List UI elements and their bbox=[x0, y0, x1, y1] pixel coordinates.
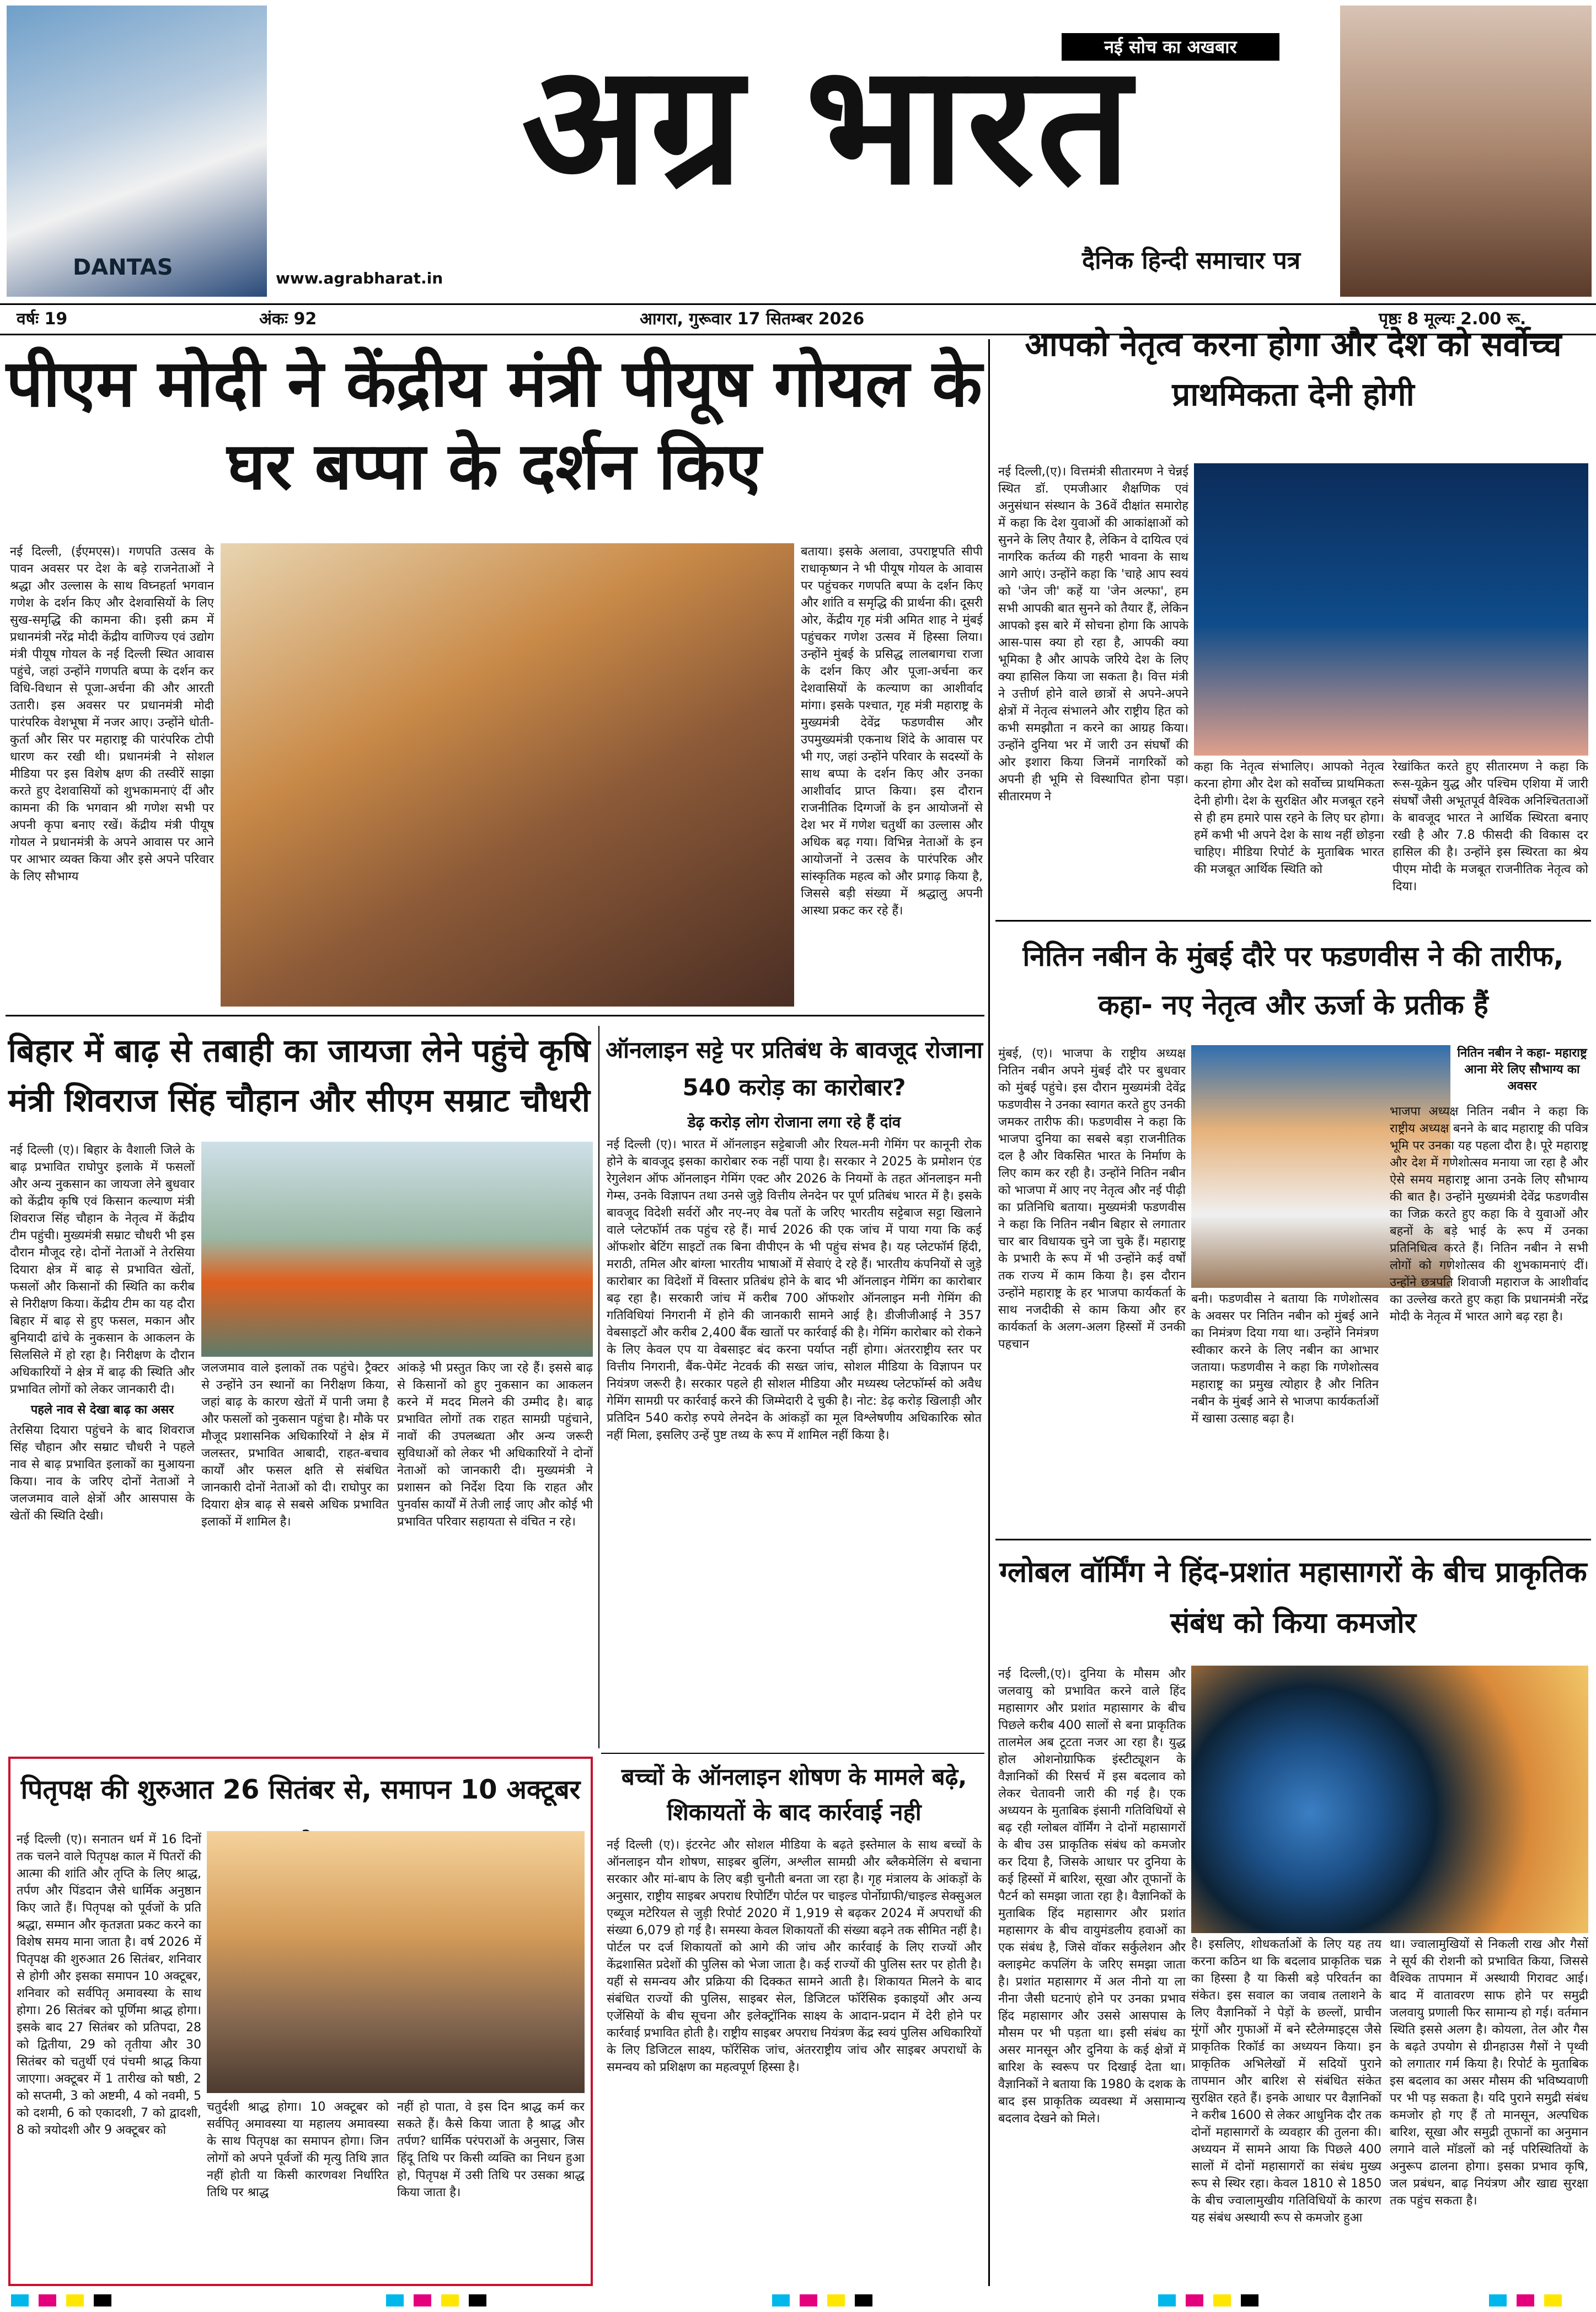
reg-mark-cyan-5 bbox=[1489, 2294, 1507, 2306]
story8-col1: नई दिल्ली,(ए)। दुनिया के मौसम और जलवायु को प्रभावित करने वाले हिंद महासागर और प्रशांत महासागर के बीच पिछले करीब 400 सालों से बना प्राकृतिक तालमेल अब टूटता नजर आ रहा है। युद्ध होल ओशनोग्राफिक इंस्टीट्यूशन के वैज्ञानिकों की रिसर्च में इस बदलाव को लेकर चेतावनी जारी की गई है। एक अध्ययन के मुताबिक इंसानी गतिविधियों से बढ़ रही ग्लोबल वॉर्मिंग ने दोनों महासागरों के बीच उस प्राकृतिक संबंध को कमजोर कर दिया है, जिसके आधार पर दुनिया के कई हिस्सों में बारिश, सूखा और तूफानों के पैटर्न को समझा जाता रहा है। वैज्ञानिकों के मुताबिक हिंद महासागर और प्रशांत महासागर के बीच वायुमंडलीय हवाओं का एक संबंध है, जिसे वॉकर सर्कुलेशन और क्लाइमेट कपलिंग के जरिए समझा जाता है। प्रशांत महासागर में अल नीनो या ला नीना जैसी घटनाएं होने पर उनका प्रभाव हिंद महासागर और उससे आसपास के मौसम पर भी पड़ता था। इसी संबंध का असर मानसून और दुनिया के कई क्षेत्रों में बारिश के स्वरूप पर दिखाई देता था। वैज्ञानिकों ने बताया कि 1980 के दशक के बाद इस प्राकृतिक व्यवस्था में असामान्य बदलाव देखने को मिले। bbox=[998, 1667, 1186, 2126]
story7-col2: चतुर्दशी श्राद्ध होगा। 10 अक्टूबर को सर्वपितृ अमावस्या या महालय अमावस्या के साथ पितृपक्ष का समापन होगा। जिन लोगों को अपने पूर्वजों की मृत्यु तिथि ज्ञात नहीं होती या किसी कारणवश निर्धारित तिथि पर श्राद्ध bbox=[207, 2100, 389, 2199]
story6-body: नई दिल्ली (ए)। इंटरनेट और सोशल मीडिया के बढ़ते इस्तेमाल के साथ बच्चों के ऑनलाइन यौन शोषण, साइबर बुलिंग, अश्लील सामग्री और ब्लैकमेलिंग से बचाना सरकार और मां-बाप के लिए बड़ी चुनौती बनता जा रहा है। गृह मंत्रालय के आंकड़ों के अनुसार, राष्ट्रीय साइबर अपराध रिपोर्टिंग पोर्टल पर चाइल्ड पोर्नोग्राफी/चाइल्ड सेक्सुअल एब्यूज मटेरियल से जुड़ी रिपोर्ट 2020 में 1,919 से बढ़कर 2024 में अपराधों की संख्या 6,079 हो गई है। समस्या केवल शिकायतों की संख्या बढ़ने तक सीमित नहीं है। पोर्टल पर दर्ज शिकायतों को आगे की जांच और कार्रवाई के लिए राज्यों और केंद्रशासित प्रदेशों की पुलिस को भेजा जाता है। कई राज्यों की पुलिस स्तर पर होती है। यहीं से समन्वय और प्रक्रिया की दिक्कत सामने आती है। शिकायत मिलने के बाद संबंधित राज्यों की पुलिस, साइबर सेल, डिजिटल फॉरेंसिक इकाइयों और अन्य एजेंसियों के बीच सूचना और इलेक्ट्रॉनिक साक्ष्य के आदान-प्रदान में देरी होने पर कार्रवाई प्रभावित होती है। राष्ट्रीय साइबर अपराध नियंत्रण केंद्र स्वयं पुलिस अधिकारियों के लिए डिजिटल साक्ष्य, फॉरेंसिक जांच, अंतरराष्ट्रीय जांच और साइबर अपराधों के समन्वय को प्रशिक्षण का महत्वपूर्ण हिस्सा है। bbox=[607, 1838, 982, 2074]
masthead-url[interactable]: www.agrabharat.in bbox=[276, 269, 443, 287]
reg-mark-magenta-2 bbox=[414, 2294, 431, 2306]
pages-price: पृष्ठः 8 मूल्यः 2.00 रू. bbox=[1379, 309, 1527, 329]
story3-bottom-rule bbox=[995, 1539, 1591, 1540]
story7-col1: नई दिल्ली (ए)। सनातन धर्म में 16 दिनों तक चलने वाले पितृपक्ष काल में पितरों की आत्मा की शांति और तृप्ति के लिए श्राद्ध, तर्पण और पिंडदान जैसे धार्मिक अनुष्ठान किए जाते हैं। पितृपक्ष को पूर्वजों के प्रति श्रद्धा, सम्मान और कृतज्ञता प्रकट करने का विशेष समय माना जाता है। वर्ष 2026 में पितृपक्ष की शुरुआत 26 सितंबर, शनिवार से होगी और इसका समापन 10 अक्टूबर, शनिवार को सर्वपितृ अमावस्या के साथ होगा। 26 सितंबर को पूर्णिमा श्राद्ध होगा। इसके बाद 27 सितंबर को प्रतिपदा, 28 को द्वितीया, 29 को तृतीया और 30 सितंबर को चतुर्थी एवं पंचमी श्राद्ध किया जाएगा। अक्टूबर में 1 तारीख को षष्ठी, 2 को सप्तमी, 3 को अष्टमी, 4 को नवमी, 5 को दशमी, 6 को एकादशी, 7 को द्वादशी, 8 को त्रयोदशी और 9 अक्टूबर को bbox=[17, 1833, 201, 2137]
reg-mark-black-2 bbox=[469, 2294, 486, 2306]
reg-mark-magenta-4 bbox=[1186, 2294, 1203, 2306]
reg-mark-yellow bbox=[66, 2294, 84, 2306]
year-label: वर्षः 19 bbox=[17, 309, 68, 329]
story6-top-rule bbox=[601, 1753, 984, 1754]
story4-headline: बिहार में बाढ़ से तबाही का जायजा लेने पहुंचे कृषि मंत्री शिवराज सिंह चौहान और सीएम सम्राट चौधरी bbox=[8, 1032, 591, 1119]
story4-col1 bbox=[10, 1142, 195, 1748]
story8-col2: है। इसलिए, शोधकर्ताओं के लिए यह तय करना कठिन था कि बदलाव प्राकृतिक चक्र का हिस्सा है या किसी बड़े परिवर्तन का संकेत। इस सवाल का जवाब तलाशने के लिए वैज्ञानिकों ने पेड़ों के छल्लों, प्राचीन मूंगों और गुफाओं में बने स्टैलेग्माइट्स जैसे प्राकृतिक रिकॉर्ड का अध्ययन किया। इन प्राकृतिक अभिलेखों में सदियों पुराने तापमान और बारिश से संबंधित संकेत सुरक्षित रहते हैं। इनके आधार पर वैज्ञानिकों ने करीब 1600 से लेकर आधुनिक दौर तक दोनों महासागरों के व्यवहार की तुलना की। अध्ययन में सामने आया कि पिछले 400 सालों में दोनों महासागरों का संबंध मुख्य रूप से स्थिर रहा। केवल 1810 से 1850 के बीच ज्वालामुखीय गतिविधियों के कारण यह संबंध अस्थायी रूप से कमजोर हुआ bbox=[1191, 1938, 1381, 2225]
story3-col3: भाजपा अध्यक्ष नितिन नबीन ने कहा कि राष्ट्रीय अध्यक्ष बनने के बाद महाराष्ट्र की पवित्र भूमि पर उनका यह पहला दौरा है। पूरे महाराष्ट्र और देश में गणेशोत्सव मनाया जा रहा है और ऐसे समय महाराष्ट्र आना उनके लिए सौभाग्य की बात है। उन्होंने मुख्यमंत्री देवेंद्र फडणवीस का जिक्र करते हुए कहा कि वे युवाओं और बहनों के बड़े भाई के रूप में उनका प्रतिनिधित्व करते हैं। नितिन नबीन ने सभी लोगों को गणेशोत्सव की शुभकामनाएं दीं। उन्होंने छत्रपति शिवाजी महाराज के आशीर्वाद का उल्लेख करते हुए कहा कि प्रधानमंत्री नरेंद्र मोदी के नेतृत्व में भारत आगे बढ़ रहा है। bbox=[1390, 1105, 1588, 1324]
story8-headline: ग्लोबल वॉर्मिंग ने हिंद-प्रशांत महासागरों के बीच प्राकृतिक संबंध को किया कमजोर bbox=[999, 1556, 1587, 1640]
column-divider bbox=[988, 339, 990, 2286]
reg-mark-magenta-3 bbox=[800, 2294, 817, 2306]
reg-mark-black bbox=[94, 2294, 111, 2306]
reg-mark-yellow-4 bbox=[1213, 2294, 1231, 2306]
story1-col3: बताया। इसके अलावा, उपराष्ट्रपति सीपी राधाकृष्णन ने भी पीयूष गोयल के आवास पर पहुंचकर गणपति बप्पा के दर्शन किए और शांति व समृद्धि की प्रार्थना की। दूसरी ओर, केंद्रीय गृह मंत्री अमित शाह ने मुंबई पहुंचकर गणेश उत्सव में हिस्सा लिया। उन्होंने मुंबई के प्रसिद्ध लालबागचा राजा के दर्शन किए और पूजा-अर्चना कर देशवासियों के कल्याण का आशीर्वाद मांगा। इसके पश्चात, गृह मंत्री महाराष्ट्र के मुख्यमंत्री देवेंद्र फडणवीस और उपमुख्यमंत्री एकनाथ शिंदे के आवास पर भी गए, जहां उन्होंने परिवार के सदस्यों के साथ बप्पा के दर्शन किए और उनका आशीर्वाद प्राप्त किया। इस दौरान राजनीतिक दिग्गजों के इन आयोजनों से देश भर में गणेश चतुर्थी का उल्लास और अधिक बढ़ गया। विभिन्न नेताओं के इन आयोजनों ने उत्सव के पारंपरिक और सांस्कृतिक महत्व को और प्रगाढ़ किया है, जिससे बड़ी संख्या में श्रद्धालु अपनी आस्था प्रकट कर रहे हैं। bbox=[801, 545, 983, 918]
story2-col3: रेखांकित करते हुए सीतारमण ने कहा कि रूस-यूक्रेन युद्ध और पश्चिम एशिया में जारी संघर्षों जैसी अभूतपूर्व वैश्विक अनिश्चितताओं के बावजूद भारत ने आर्थिक स्थिरता बनाए रखी है और 7.8 फीसदी की विकास दर हासिल की है। उन्होंने इस स्थिरता का श्रेय पीएम मोदी के मजबूत राजनीतिक नेतृत्व को दिया। bbox=[1393, 760, 1588, 893]
story1-bottom-rule bbox=[6, 1015, 984, 1016]
story4-col2: जलजमाव वाले इलाकों तक पहुंचे। ट्रैक्टर से उन्होंने उन स्थानों का निरीक्षण किया, जहां बाढ़ के कारण खेतों में पानी जमा है और फसलों को नुकसान पहुंचा है। मौके पर मौजूद प्रशासनिक अधिकारियों ने क्षेत्र में जलस्तर, प्रभावित आबादी, राहत-बचाव कार्यों और फसल क्षति से संबंधित जानकारी दोनों नेताओं को दी। राघोपुर का दियारा क्षेत्र बाढ़ से सबसे अधिक प्रभावित इलाकों में शामिल है। bbox=[201, 1361, 389, 1529]
masthead-left-photo bbox=[7, 6, 267, 297]
story1-headline: पीएम मोदी ने केंद्रीय मंत्री पीयूष गोयल के घर बप्पा के दर्शन किए bbox=[6, 345, 982, 504]
masthead-tagline: नई सोच का अखबार bbox=[1062, 33, 1279, 61]
reg-mark-black-3 bbox=[855, 2294, 872, 2306]
story2-col2: कहा कि नेतृत्व संभालिए। आपको नेतृत्व करना होगा और देश को सर्वोच्च प्राथमिकता देनी होगी। देश के सुरक्षित और मजबूत रहने से ही हम हमारे पास रहने के लिए घर होगा। हमें कभी भी अपने देश के साथ नहीं छोड़ना चाहिए। मीडिया रिपोर्ट के मुताबिक भारत की मजबूत आर्थिक स्थिति को bbox=[1194, 760, 1384, 876]
story6-headline: बच्चों के ऑनलाइन शोषण के मामले बढ़े, शिकायतों के बाद कार्रवाई नही bbox=[621, 1763, 967, 1826]
story3-col1: मुंबई, (ए)। भाजपा के राष्ट्रीय अध्यक्ष नितिन नबीन अपने मुंबई दौरे पर बुधवार को मुंबई पहुंचे। इस दौरान मुख्यमंत्री देवेंद्र फडणवीस ने उनका स्वागत करते हुए उनकी जमकर तारीफ की। फडणवीस ने कहा कि भाजपा दुनिया का सबसे बड़ा राजनीतिक दल है और विकसित भारत के निर्माण के लिए काम कर रही है। उन्होंने नितिन नबीन को भाजपा में आए नए नेतृत्व और नई पीढ़ी का प्रतिनिधि बताया। मुख्यमंत्री फडणवीस ने कहा कि नितिन नबीन बिहार से लगातार चार बार विधायक चुने जा चुके हैं। महाराष्ट्र के प्रभारी के रूप में भी उन्होंने कई वर्षों तक राज्य में काम किया है। इस दौरान उन्होंने महाराष्ट्र के हर भाजपा कार्यकर्ता के साथ नजदीकी से काम किया और हर कार्यकर्ता के अलग-अलग हिस्सों में उनकी पहचान bbox=[998, 1047, 1186, 1351]
story2-col1: नई दिल्ली,(ए)। वित्तमंत्री सीतारमण ने चेन्नई स्थित डॉ. एमजीआर शैक्षणिक एवं अनुसंधान संस्थान के 36वें दीक्षांत समारोह में कहा कि देश युवाओं की आकांक्षाओं को सुनने के लिए तैयार है, लेकिन वे दायित्व एवं नागरिक कर्तव्य की गहरी भावना के साथ आगे आएं। उन्होंने कहा कि 'चाहे आप स्वयं को 'जेन जी' कहें या 'जेन अल्फा', हम सभी आपकी बात सुनने को तैयार हैं, लेकिन आपको इस बारे में सोचना होगा कि आपके आस-पास क्या हो रहा है, आपकी क्या भूमिका है और आपके जरिये देश के लिए क्या हासिल किया जा सकता है। वित्त मंत्री ने उत्तीर्ण होने वाले छात्रों से अपने-अपने क्षेत्रों में नेतृत्व संभालने और राष्ट्रीय हित को कभी समझौता न करने का आग्रह किया। उन्होंने दुनिया भर में जारी उन संघर्षों की ओर इशारा किया जिनमें नागरिकों को अपनी ही भूमि से विस्थापित होना पड़ा। सीतारमण ने bbox=[998, 465, 1188, 804]
issue-label: अंकः 92 bbox=[259, 309, 317, 329]
dateline: आगरा, गुरूवार 17 सितम्बर 2026 bbox=[640, 309, 865, 329]
reg-mark-magenta-5 bbox=[1517, 2294, 1534, 2306]
story4-photo bbox=[201, 1142, 593, 1357]
story5-left-rule bbox=[598, 1026, 599, 1748]
story5-subhead: डेढ़ करोड़ लोग रोजाना लगा रहे हैं दांव bbox=[687, 1113, 901, 1131]
reg-mark-yellow-5 bbox=[1544, 2294, 1562, 2306]
story1-col1: नई दिल्ली, (ईएमएस)। गणपति उत्सव के पावन अवसर पर देश के बड़े राजनेताओं ने श्रद्धा और उल्लास के साथ विघ्नहर्ता भगवान गणेश के दर्शन किए और देशवासियों के लिए सुख-समृद्धि की कामना की। इसी क्रम में प्रधानमंत्री नरेंद्र मोदी केंद्रीय वाणिज्य एवं उद्योग मंत्री पीयूष गोयल के नई दिल्ली स्थित आवास पहुंचे, जहां उन्होंने गणपति बप्पा के दर्शन कर विधि-विधान से पूजा-अर्चना की और आरती उतारी। इस अवसर पर प्रधानमंत्री मोदी पारंपरिक वेशभूषा में नजर आए। उन्होंने धोती-कुर्ता और सिर पर महाराष्ट्र की पारंपरिक टोपी धारण कर रखी थी। प्रधानमंत्री ने सोशल मीडिया पर इस विशेष क्षण की तस्वीरें साझा करते हुए देशवासियों को शुभकामनाएं दीं और कामना की कि भगवान श्री गणेश सभी पर अपनी कृपा बनाए रखें। केंद्रीय मंत्री पीयूष गोयल ने प्रधानमंत्री के अपने आवास पर आने पर आभार व्यक्त किया और इसे अपने परिवार के लिए सौभाग्य bbox=[10, 545, 214, 884]
masthead-title: अग्र भारत bbox=[521, 26, 1133, 221]
reg-mark-cyan-4 bbox=[1158, 2294, 1176, 2306]
masthead-left-photo-caption: DANTAS bbox=[73, 255, 173, 280]
reg-mark-yellow-3 bbox=[827, 2294, 845, 2306]
reg-mark-cyan bbox=[11, 2294, 29, 2306]
story2-bottom-rule bbox=[995, 920, 1591, 922]
story5-body: नई दिल्ली (ए)। भारत में ऑनलाइन सट्टेबाजी और रियल-मनी गेमिंग पर कानूनी रोक होने के बावजूद इसका कारोबार रुक नहीं पाया है। सरकार ने 2025 के प्रमोशन एंड रेगुलेशन ऑफ ऑनलाइन गेमिंग एक्ट और 2026 के नियमों के तहत ऑनलाइन मनी गेम्स, उनके विज्ञापन तथा उनसे जुड़े वित्तीय लेनदेन पर पूर्ण प्रतिबंध भारत में है। इसके बावजूद विदेशी सर्वरों और नए-नए वेब पतों के जरिए भारतीय सट्टेबाज सट्टा खिलाने वाले प्लेटफॉर्म तक पहुंच रहे हैं। मार्च 2026 की एक जांच में पाया गया कि कई ऑफशोर बेटिंग साइटों तक बिना वीपीएन के भी पहुंच संभव है। यह प्लेटफॉर्म हिंदी, मराठी, तमिल और बांग्ला भारतीय भाषाओं में सेवाएं दे रहे हैं। भारतीय कंपनियों से जुड़े कारोबार का विदेशों में विस्तार प्रतिबंध होने के बाद भी ऑनलाइन गेमिंग का कारोबार बढ़ रहा है। सरकारी जांच में करीब 700 ऑफशोर ऑनलाइन मनी गेमिंग की गतिविधियां निगरानी में होने की जानकारी सामने आई है। डीजीजीआई ने 357 वेबसाइटों और करीब 2,400 बैंक खातों पर कार्रवाई की है। गेमिंग कारोबार को रोकने के लिए केवल एप या वेबसाइट बंद करना पर्याप्त नहीं होगा। अंतरराष्ट्रीय स्तर पर वित्तीय निगरानी, बैंक-पेमेंट नेटवर्क की सख्त जांच, सोशल मीडिया के विज्ञापन पर नियंत्रण जरूरी है। सरकार पहले ही सोशल मीडिया और मध्यस्थ प्लेटफॉर्म्स को अवैध गेमिंग सामग्री पर कार्रवाई करने की जिम्मेदारी दे चुकी है। नोट: डेढ़ करोड़ खिलाड़ी और प्रतिदिन 540 करोड़ रुपये लेनदेन के आंकड़ों का मूल विश्लेषणीय अधिकारिक स्रोत नहीं मिला, इसलिए उन्हें पुष्ट तथ्य के रूप में शामिल नहीं किया है। bbox=[607, 1138, 982, 1442]
story4-col3: आंकड़े भी प्रस्तुत किए जा रहे हैं। इससे बाढ़ से किसानों को हुए नुकसान का आकलन करने में मदद मिलने की उम्मीद है। बाढ़ प्रभावित लोगों तक राहत सामग्री पहुंचाने, नावों की उपलब्धता और अन्य जरूरी सुविधाओं को लेकर भी अधिकारियों ने दोनों नेताओं को जानकारी दी। मुख्यमंत्री ने प्रशासन को निर्देश दिया कि राहत और पुनर्वास कार्यों में तेजी लाई जाए और कोई भी प्रभावित परिवार सहायता से वंचित न रहे। bbox=[397, 1361, 593, 1529]
story2-headline: आपको नेतृत्व करना होगा और देश को सर्वोच्च प्राथमिकता देनी होगी bbox=[1025, 326, 1562, 413]
story4-col1b-text: तेरसिया दियारा पहुंचने के बाद शिवराज सिंह चौहान और सम्राट चौधरी ने पहले नाव से बाढ़ प्रभावित इलाकों का मुआयना किया। नाव के जरिए दोनों नेताओं ने जलजमाव वाले क्षेत्रों और आसपास के खेतों की स्थिति देखी। bbox=[10, 1423, 195, 1523]
reg-mark-black-4 bbox=[1241, 2294, 1258, 2306]
story1-photo bbox=[221, 543, 794, 1007]
story3-quote: नितिन नबीन ने कहा- महाराष्ट्र आना मेरे लिए सौभाग्य का अवसर bbox=[1457, 1046, 1587, 1093]
story5-headline: ऑनलाइन सट्टे पर प्रतिबंध के बावजूद रोजाना 540 करोड़ का कारोबार? bbox=[605, 1036, 983, 1101]
reg-mark-cyan-2 bbox=[386, 2294, 404, 2306]
reg-mark-magenta bbox=[39, 2294, 56, 2306]
reg-mark-cyan-3 bbox=[772, 2294, 790, 2306]
story2-photo bbox=[1194, 463, 1588, 756]
story8-photo bbox=[1191, 1666, 1588, 1933]
masthead-subtitle: दैनिक हिन्दी समाचार पत्र bbox=[1081, 247, 1301, 275]
story4-col1-text: नई दिल्ली (ए)। बिहार के वैशाली जिले के बाढ़ प्रभावित राघोपुर इलाके में फसलों और अन्य नुकसान का जायजा लेने बुधवार को केंद्रीय कृषि एवं किसान कल्याण मंत्री शिवराज सिंह चौहान के नेतृत्व में केंद्रीय टीम पहुंची। मुख्यमंत्री सम्राट चौधरी भी इस दौरान मौजूद रहे। दोनों नेताओं ने तेरसिया दियारा क्षेत्र में बाढ़ से प्रभावित खेतों, फसलों और किसानों की स्थिति का करीब से निरीक्षण किया। केंद्रीय टीम का यह दौरा बिहार में बाढ़ से हुए फसल, मकान और बुनियादी ढांचे के नुकसान के आकलन के सिलसिले में हो रहा है। निरीक्षण के दौरान अधिकारियों ने क्षेत्र में बाढ़ की स्थिति और प्रभावित लोगों को लेकर जानकारी दी। bbox=[10, 1143, 195, 1396]
story7-col3: नहीं हो पाता, वे इस दिन श्राद्ध कर्म कर सकते हैं। कैसे किया जाता है श्राद्ध और तर्पण? धार्मिक परंपराओं के अनुसार, जिस हिंदू तिथि पर किसी व्यक्ति का निधन हुआ हो, पितृपक्ष में उसी तिथि पर उसका श्राद्ध किया जाता है। bbox=[397, 2100, 585, 2199]
story3-headline: नितिन नबीन के मुंबई दौरे पर फडणवीस ने की तारीफ, कहा- नए नेतृत्व और ऊर्जा के प्रतीक हैं bbox=[1022, 940, 1564, 1021]
story3-col2: बनी। फडणवीस ने बताया कि गणेशोत्सव के अवसर पर नितिन नबीन को मुंबई आने का निमंत्रण दिया गया था। उन्होंने निमंत्रण स्वीकार करने के लिए नबीन का आभार जताया। फडणवीस ने कहा कि गणेशोत्सव महाराष्ट्र का प्रमुख त्योहार है और नितिन नबीन के मुंबई आने से भाजपा कार्यकर्ताओं में खासा उत्साह बढ़ा है। bbox=[1191, 1292, 1379, 1426]
story4-subhead: पहले नाव से देखा बाढ़ का असर bbox=[30, 1403, 174, 1417]
story7-headline: पितृपक्ष की शुरुआत 26 सितंबर से, समापन 10 अक्टूबर bbox=[20, 1774, 581, 1805]
story7-photo bbox=[207, 1831, 585, 2093]
story8-col3: था। ज्वालामुखियों से निकली राख और गैसों ने सूर्य की रोशनी को प्रभावित किया, जिससे वैश्विक तापमान में अस्थायी गिरावट आई। बाद में वातावरण साफ होने पर समुद्री जलवायु प्रणाली फिर सामान्य हो गई। वर्तमान स्थिति इससे अलग है। कोयला, तेल और गैस के बढ़ते उपयोग से ग्रीनहाउस गैसों ने पृथ्वी को लगातार गर्म किया है। रिपोर्ट के मुताबिक इस बदलाव का असर मौसम की भविष्यवाणी पर भी पड़ सकता है। यदि पुराने समुद्री संबंध कमजोर हो गए हैं तो मानसून, अल्पधिक बारिश, सूखा और समुद्री तूफानों का अनुमान लगाने वाले मॉडलों को नई परिस्थितियों के अनुरूप ढालना होगा। इसका प्रभाव कृषि, जल प्रबंधन, बाढ़ नियंत्रण और खाद्य सुरक्षा तक पहुंच सकता है। bbox=[1390, 1938, 1588, 2208]
reg-mark-yellow-2 bbox=[441, 2294, 459, 2306]
masthead-right-photo bbox=[1340, 6, 1592, 297]
